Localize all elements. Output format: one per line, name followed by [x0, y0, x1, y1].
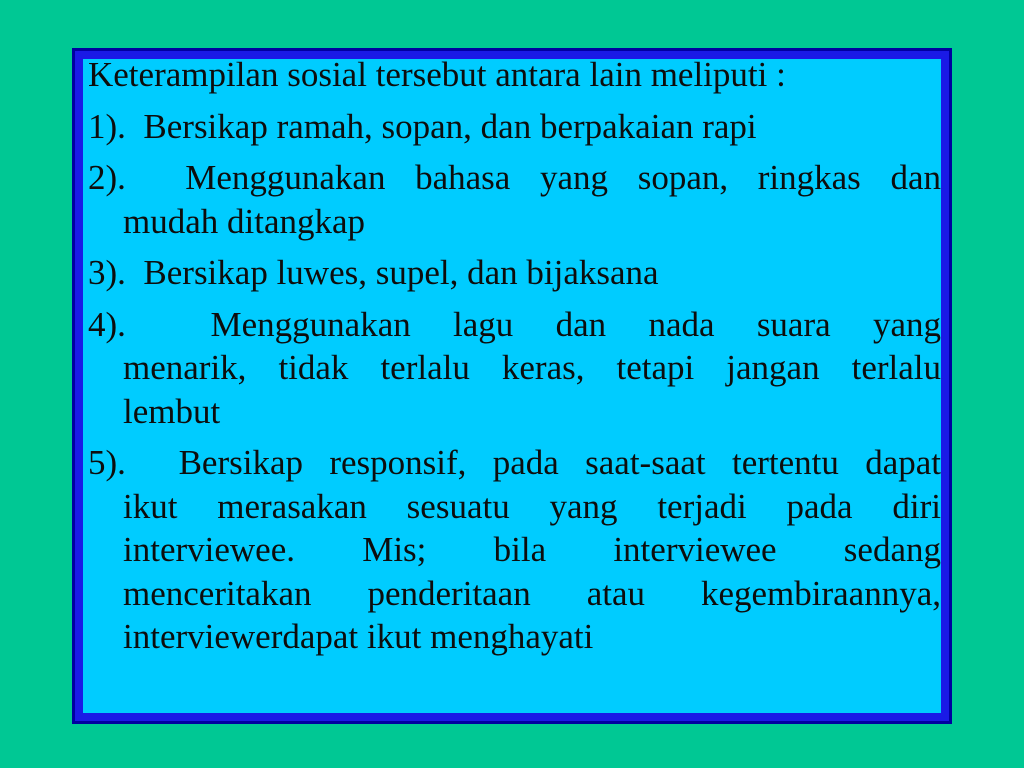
- list-item-3: [88, 251, 941, 295]
- text-line: menceritakan penderitaan atau kegembiraannya,: [123, 573, 941, 613]
- list-item-5: [88, 441, 941, 659]
- text-line: 5). Bersikap responsif, pada saat-saat tertentu dapat: [88, 443, 941, 482]
- text-line: mudah ditangkap: [123, 201, 366, 241]
- text-line: interviewee. Mis; bila interviewee sedang: [123, 530, 941, 569]
- intro-line: [88, 53, 941, 97]
- list-item-4: [88, 303, 941, 434]
- text-line: 3). Bersikap luwes, supel, dan bijaksana: [88, 253, 659, 292]
- text-line: 2). Menggunakan bahasa yang sopan, ringkas dan: [88, 158, 941, 197]
- content-box: [75, 51, 949, 721]
- text-line: ikut merasakan sesuatu yang terjadi pada diri: [123, 486, 941, 526]
- text-line: interviewerdapat ikut menghayati: [123, 617, 594, 656]
- text-line: lembut: [123, 391, 221, 431]
- text-line: 4). Menggunakan lagu dan nada suara yang: [88, 304, 941, 344]
- text-line: 1). Bersikap ramah, sopan, dan berpakaian rapi: [88, 106, 757, 146]
- list-item-1: [88, 105, 941, 149]
- slide-text: [88, 53, 941, 667]
- list-item-2: [88, 156, 941, 243]
- text-line: Keterampilan sosial tersebut antara lain meliputi :: [88, 55, 786, 94]
- text-line: menarik, tidak terlalu keras, tetapi jangan terlalu: [123, 348, 941, 387]
